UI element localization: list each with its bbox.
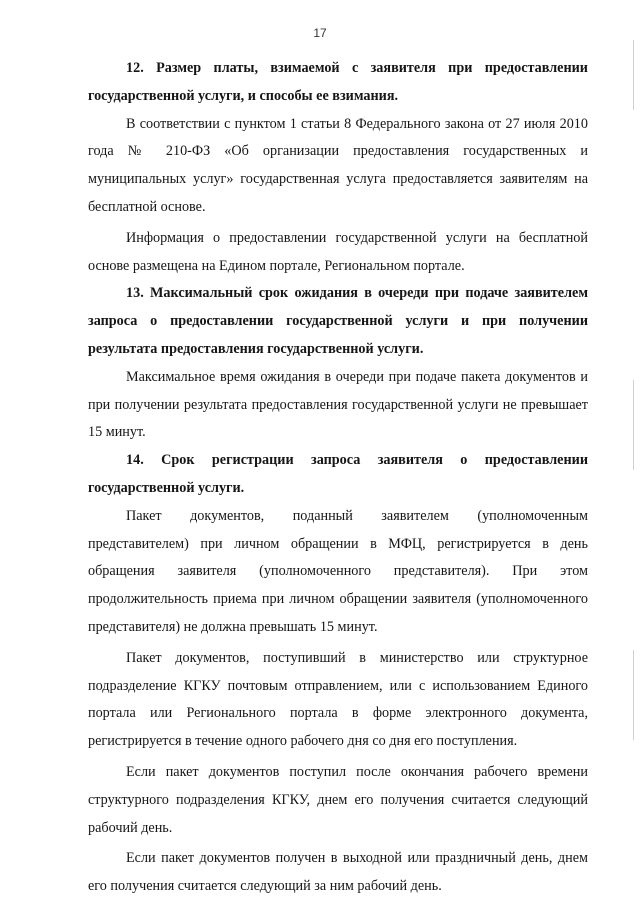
section-13-heading: 13. Максимальный срок ожидания в очереди при подаче заявителем запроса о предоставлении государственной услуги и при получении результата предоставления государственной услуги. (88, 285, 588, 357)
section-14-paragraph-3: Если пакет документов поступил после окончания рабочего времени структурного подразделения КГКУ, днем его получения считается следующий рабочий день. (88, 763, 588, 836)
page-number: 17 (313, 26, 327, 40)
section-14-paragraph-1: Пакет документов, поданный заявителем (уполномоченным представителем) при личном обращении в МФЦ, регистрируется в день обращения заявителя (уполномоченного представителя). При этом продолжительность приема при личном обращении заявителя (уполномоченного представителя) не должна превышать 15 минут. (88, 507, 588, 635)
section-13-paragraph-1: Максимальное время ожидания в очереди при подаче пакета документов и при получении результата предоставления государственной услуги не превышает 15 минут. (88, 368, 588, 441)
document-body (88, 55, 588, 901)
scan-edge-mark (633, 40, 634, 110)
section-14-heading: 14. Срок регистрации запроса заявителя о предоставлении государственной услуги. (88, 452, 588, 496)
section-12-paragraph-1: В соответствии с пунктом 1 статьи 8 Федерального закона от 27 июля 2010 года № 210-ФЗ «Об организации предоставления государственных и муниципальных услуг» государственная услуга предоставляется заявителям на бесплатной основе. (88, 115, 588, 215)
section-14-paragraph-2: Пакет документов, поступивший в министерство или структурное подразделение КГКУ почтовым отправлением, или с использованием Единого портала или Регионального портала в форме электронного документа, регистрируется в течение одного рабочего дня со дня его поступления. (88, 649, 588, 750)
scan-edge-mark (633, 650, 634, 740)
section-12-heading: 12. Размер платы, взимаемой с заявителя при предоставлении государственной услуги, и способы ее взимания. (88, 60, 588, 104)
scan-edge-mark (633, 380, 634, 470)
section-12-paragraph-2: Информация о предоставлении государственной услуги на бесплатной основе размещена на Едином портале, Региональном портале. (88, 229, 588, 274)
section-14-paragraph-4: Если пакет документов получен в выходной или праздничный день, днем его получения считается следующий за ним рабочий день. (88, 850, 588, 895)
